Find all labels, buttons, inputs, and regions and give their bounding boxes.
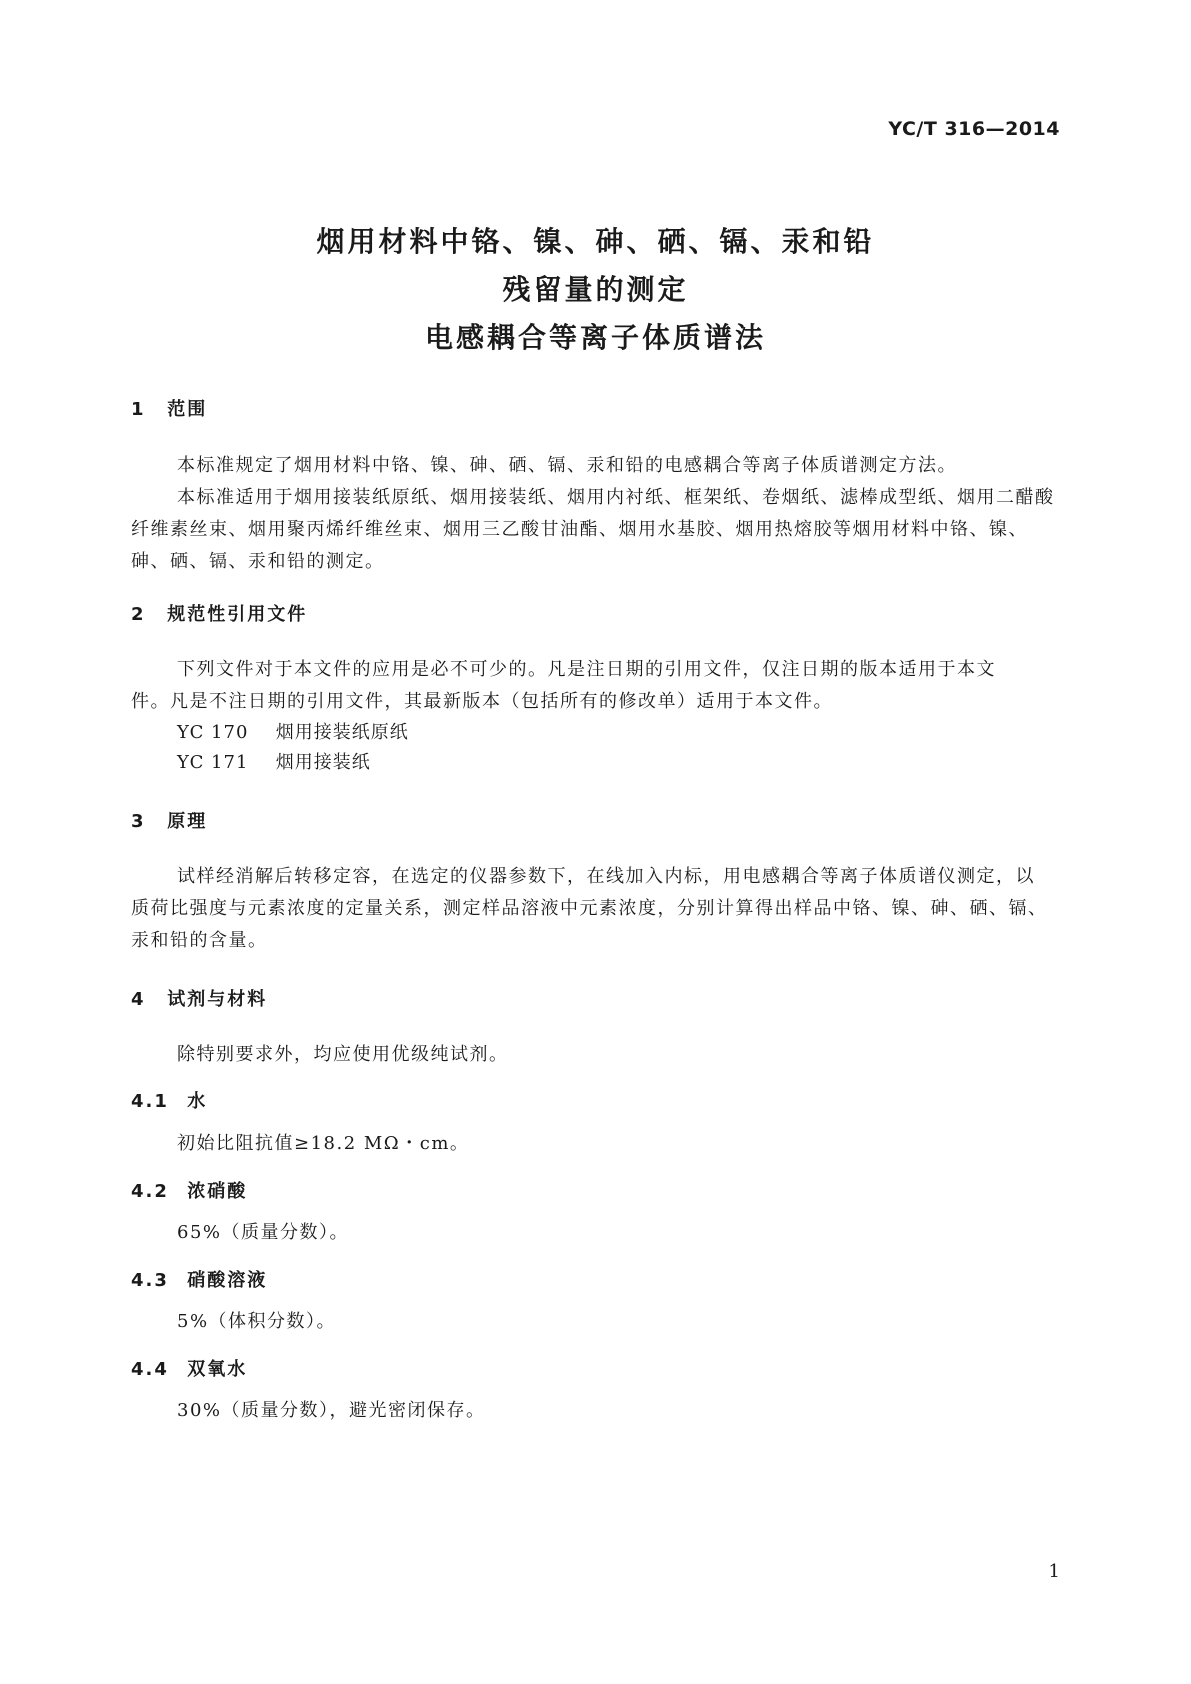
- document-title: [0, 218, 1191, 362]
- paragraph-line: 件。凡是不注日期的引用文件，其最新版本（包括所有的修改单）适用于本文件。: [131, 691, 833, 712]
- paragraph-line: 65%（质量分数）。: [177, 1222, 350, 1243]
- paragraph-line: 下列文件对于本文件的应用是必不可少的。凡是注日期的引用文件，仅注日期的版本适用于本文: [177, 659, 996, 680]
- section-title: 规范性引用文件: [167, 604, 308, 625]
- title-line-1: 烟用材料中铬、镍、砷、硒、镉、汞和铅: [316, 225, 875, 258]
- normative-reference: [177, 718, 409, 744]
- section-number: 2: [131, 604, 146, 625]
- section-title: 范围: [167, 399, 208, 420]
- reference-title: 烟用接装纸原纸: [275, 722, 409, 743]
- subsection-4-2-heading: [131, 1177, 247, 1203]
- paragraph-line: 纤维素丝束、烟用聚丙烯纤维丝束、烟用三乙酸甘油酯、烟用水基胶、烟用热熔胶等烟用材料中铬、镍、: [131, 519, 1028, 540]
- reference-title: 烟用接装纸: [275, 752, 371, 773]
- subsection-title: 双氧水: [187, 1359, 248, 1380]
- paragraph-line: 本标准适用于烟用接装纸原纸、烟用接装纸、烟用内衬纸、框架纸、卷烟纸、滤棒成型纸、烟用二醋酸: [177, 487, 1055, 508]
- section-1-heading: [131, 395, 207, 421]
- subsection-title: 硝酸溶液: [187, 1270, 268, 1291]
- paragraph-line: 质荷比强度与元素浓度的定量关系，测定样品溶液中元素浓度，分别计算得出样品中铬、镍、砷、硒、镉、: [131, 898, 1048, 919]
- section-3-heading: [131, 807, 207, 833]
- subsection-4-4-body: [131, 1395, 1058, 1427]
- section-4-intro: [131, 1039, 1058, 1071]
- subsection-4-3-body: [131, 1306, 1058, 1338]
- title-line-3: 电感耦合等离子体质谱法: [424, 321, 766, 354]
- subsection-number: 4.3: [131, 1270, 169, 1291]
- page-number: 1: [1048, 1561, 1060, 1582]
- subsection-number: 4.4: [131, 1359, 169, 1380]
- section-number: 3: [131, 811, 146, 832]
- paragraph-line: 初始比阻抗值≥18.2 MΩ・cm。: [177, 1133, 470, 1154]
- normative-reference: [177, 748, 371, 774]
- standard-code: YC/T 316—2014: [888, 118, 1060, 140]
- paragraph-line: 砷、硒、镉、汞和铅的测定。: [131, 551, 385, 572]
- subsection-4-1-body: [131, 1128, 1058, 1160]
- subsection-title: 浓硝酸: [187, 1181, 248, 1202]
- section-number: 1: [131, 399, 146, 420]
- subsection-title: 水: [187, 1091, 208, 1112]
- title-line-2: 残留量的测定: [502, 273, 689, 306]
- paragraph-line: 试样经消解后转移定容，在选定的仪器参数下，在线加入内标，用电感耦合等离子体质谱仪测定，以: [177, 866, 1035, 887]
- paragraph-line: 5%（体积分数）。: [177, 1311, 337, 1332]
- subsection-4-3-heading: [131, 1266, 267, 1292]
- subsection-number: 4.1: [131, 1091, 169, 1112]
- paragraph-line: 除特别要求外，均应使用优级纯试剂。: [177, 1044, 509, 1065]
- subsection-number: 4.2: [131, 1181, 169, 1202]
- subsection-4-4-heading: [131, 1355, 247, 1381]
- section-1-body: [131, 450, 1058, 578]
- reference-code: YC 170: [177, 722, 249, 743]
- paragraph-line: 汞和铅的含量。: [131, 930, 268, 951]
- section-number: 4: [131, 989, 146, 1010]
- section-2-heading: [131, 600, 307, 626]
- subsection-4-1-heading: [131, 1087, 207, 1113]
- paragraph-line: 30%（质量分数），避光密闭保存。: [177, 1400, 486, 1421]
- subsection-4-2-body: [131, 1217, 1058, 1249]
- section-title: 试剂与材料: [167, 989, 268, 1010]
- section-title: 原理: [167, 811, 208, 832]
- section-2-body: [131, 654, 1058, 718]
- reference-code: YC 171: [177, 752, 249, 773]
- paragraph-line: 本标准规定了烟用材料中铬、镍、砷、硒、镉、汞和铅的电感耦合等离子体质谱测定方法。: [177, 455, 957, 476]
- section-4-heading: [131, 985, 267, 1011]
- section-3-body: [131, 861, 1058, 957]
